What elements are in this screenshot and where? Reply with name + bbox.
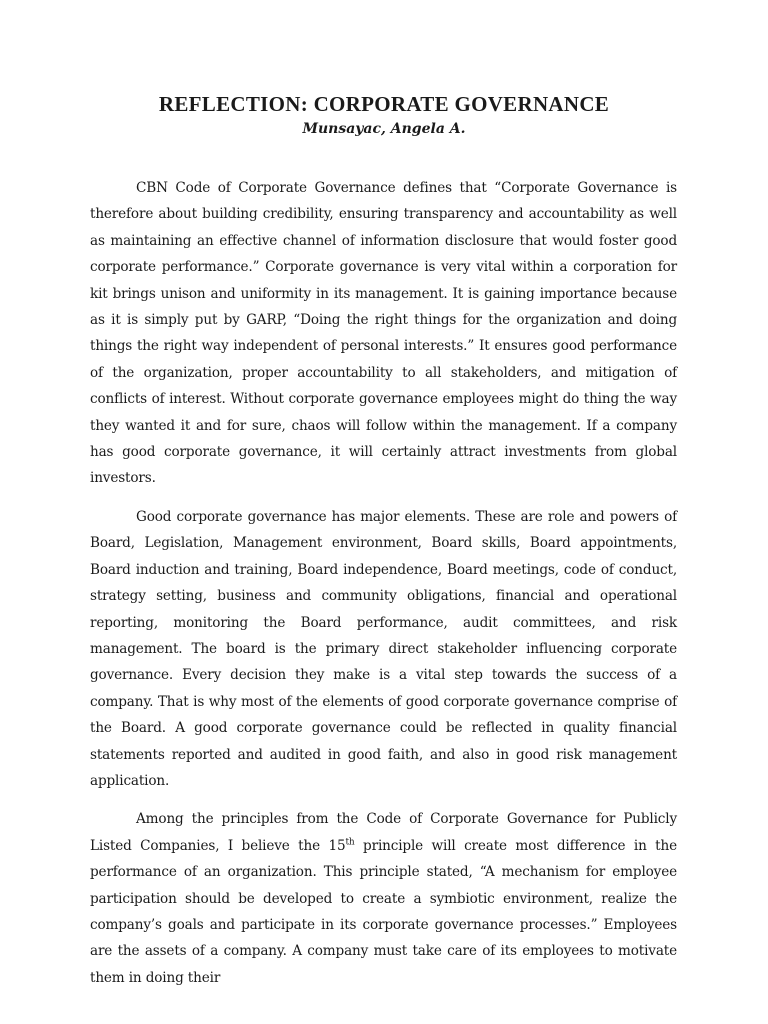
document-author: Munsayac, Angela A. bbox=[302, 121, 466, 137]
document-body bbox=[90, 175, 677, 1003]
paragraph-3 bbox=[90, 806, 677, 991]
paragraph-3-start: Among the principles from the Code of Corporate Governance for Publicly Listed Companies, I believe the 15 bbox=[90, 811, 677, 854]
paragraph-1: CBN Code of Corporate Governance defines that “Corporate Governance is therefore about building credibility, ensuring transparency and accountability as well as maintaining an effective channel of information disclosure that would foster good corporate performance.” Corporate governance is very vital within a corporation for kit brings unison and uniformity in its management. It is gaining importance because as it is simply put by GARP, “Doing the right things for the organization and doing things the right way independent of personal interests.” It ensures good performance of the organization, proper accountability to all stakeholders, and mitigation of conflicts of interest. Without corporate governance employees might do thing the way they wanted it and for sure, chaos will follow within the management. If a company has good corporate governance, it will certainly attract investments from global investors. bbox=[90, 180, 677, 487]
paragraph-2: Good corporate governance has major elements. These are role and powers of Board, Legislation, Management environment, Board skills, Board appointments, Board induction and training, Board independence, Board meetings, code of conduct, strategy setting, business and community obligations, financial and operational reporting, monitoring the Board performance, audit committees, and risk management. The board is the primary direct stakeholder influencing corporate governance. Every decision they make is a vital step towards the success of a company. That is why most of the elements of good corporate governance comprise of the Board. A good corporate governance could be reflected in quality financial statements reported and audited in good faith, and also in good risk management application. bbox=[90, 508, 677, 789]
paragraph-3-rest: principle will create most difference in the performance of an organization. This principle stated, “A mechanism for employee participation should be developed to create a symbiotic environment, realize the company’s goals and participate in its corporate governance processes.” Employees are the assets of a company. A company must take care of its employees to motivate them in doing their bbox=[90, 837, 677, 986]
document-title: REFLECTION: CORPORATE GOVERNANCE bbox=[158, 92, 610, 116]
ordinal-superscript: th bbox=[345, 837, 355, 848]
